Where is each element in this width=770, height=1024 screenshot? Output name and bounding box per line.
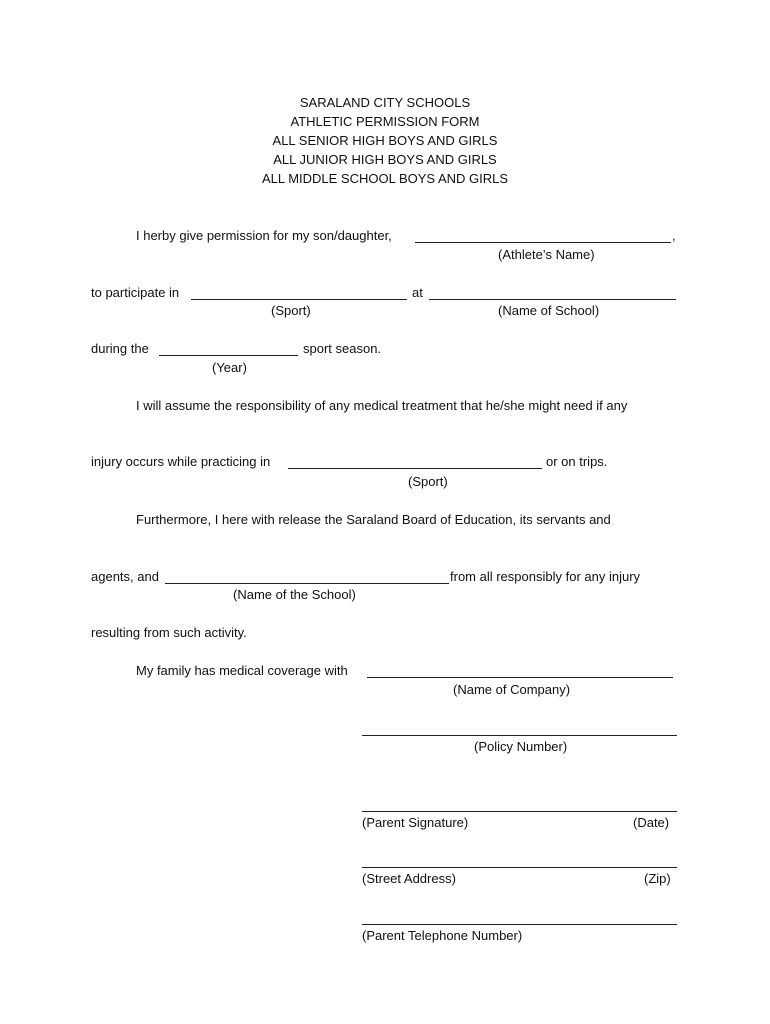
agents-text: agents, and	[91, 569, 159, 584]
policy-number-field[interactable]	[362, 735, 677, 736]
resulting-text: resulting from such activity.	[91, 625, 247, 640]
date-label: (Date)	[633, 815, 670, 830]
coverage-text: My family has medical coverage with	[136, 663, 348, 678]
injury-text: injury occurs while practicing in	[91, 454, 271, 469]
participate-text: to participate in	[91, 285, 180, 300]
athlete-name-field[interactable]	[415, 242, 671, 243]
at-text: at	[412, 285, 423, 300]
telephone-field[interactable]	[362, 924, 677, 925]
company-field[interactable]	[367, 677, 673, 678]
parent-signature-label: (Parent Signature)	[362, 815, 469, 830]
during-text: during the	[91, 341, 149, 356]
athlete-name-label: (Athlete’s Name)	[498, 247, 595, 262]
sport-label: (Sport)	[271, 303, 311, 318]
telephone-label: (Parent Telephone Number)	[362, 928, 523, 943]
year-field[interactable]	[159, 355, 298, 356]
school-name-label: (Name of School)	[498, 303, 600, 318]
season-text: sport season.	[303, 341, 382, 356]
comma: ,	[672, 228, 676, 243]
street-address-field[interactable]	[362, 867, 677, 868]
header-line-junior-high: ALL JUNIOR HIGH BOYS AND GIRLS	[273, 152, 497, 167]
parent-signature-field[interactable]	[362, 811, 677, 812]
trips-text: or on trips.	[546, 454, 608, 469]
header-line-senior-high: ALL SENIOR HIGH BOYS AND GIRLS	[272, 133, 498, 148]
release-school-label: (Name of the School)	[233, 587, 356, 602]
permission-text: I herby give permission for my son/daughter,	[136, 228, 392, 243]
header-line-middle-school: ALL MIDDLE SCHOOL BOYS AND GIRLS	[261, 171, 509, 186]
release-school-field[interactable]	[165, 583, 449, 584]
practice-sport-field[interactable]	[288, 468, 542, 469]
from-text: from all responsibly for any injury	[450, 569, 641, 584]
sport-field[interactable]	[191, 299, 407, 300]
policy-number-label: (Policy Number)	[474, 739, 568, 754]
practice-sport-label: (Sport)	[408, 474, 448, 489]
responsibility-text: I will assume the responsibility of any medical treatment that he/she might need if any	[136, 398, 628, 413]
header-line-form-title: ATHLETIC PERMISSION FORM	[290, 114, 480, 129]
header-line-district: SARALAND CITY SCHOOLS	[299, 95, 471, 110]
release-text: Furthermore, I here with release the Saraland Board of Education, its servants and	[136, 512, 611, 527]
zip-label: (Zip)	[644, 871, 671, 886]
school-name-field[interactable]	[429, 299, 676, 300]
street-address-label: (Street Address)	[362, 871, 456, 886]
company-label: (Name of Company)	[453, 682, 571, 697]
year-label: (Year)	[212, 360, 247, 375]
